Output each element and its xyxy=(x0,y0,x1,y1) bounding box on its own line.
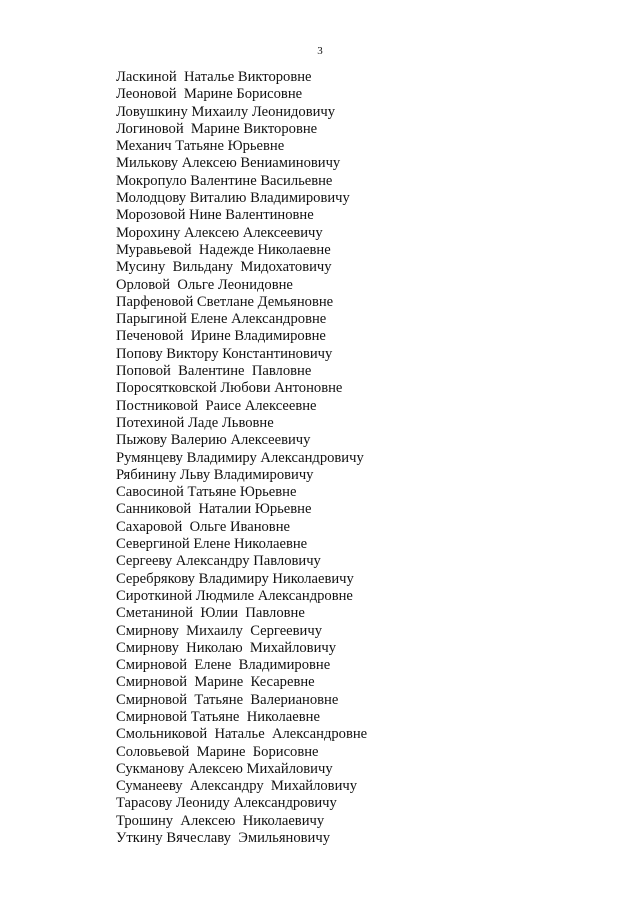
name-list xyxy=(116,69,367,847)
name-list-item: Севергиной Елене Николаевне xyxy=(116,536,308,553)
name-list-item: Морозовой Нине Валентиновне xyxy=(116,207,314,224)
name-list-item: Сергееву Александру Павловичу xyxy=(116,553,321,570)
name-list-item: Тарасову Леониду Александровичу xyxy=(116,795,337,812)
name-list-item: Ловушкину Михаилу Леонидовичу xyxy=(116,103,336,120)
name-list-item: Механич Татьяне Юрьевне xyxy=(116,138,285,155)
name-list-item: Смольниковой Наталье Александровне xyxy=(116,726,368,743)
name-list-item: Постниковой Раисе Алексеевне xyxy=(116,397,317,414)
name-list-item: Попову Виктору Константиновичу xyxy=(116,345,333,362)
name-list-item: Серебрякову Владимиру Николаевичу xyxy=(116,570,354,587)
name-list-item: Сахаровой Ольге Ивановне xyxy=(116,518,290,535)
name-list-item: Ласкиной Наталье Викторовне xyxy=(116,69,312,85)
name-list-item: Милькову Алексею Вениаминовичу xyxy=(116,155,341,172)
name-list-item: Савосиной Татьяне Юрьевне xyxy=(116,484,297,501)
name-list-item: Соловьевой Марине Борисовне xyxy=(116,743,319,760)
name-list-item: Орловой Ольге Леонидовне xyxy=(116,276,293,293)
name-list-item: Смирновой Татьяне Николаевне xyxy=(116,708,320,725)
name-list-item: Логиновой Марине Викторовне xyxy=(116,120,318,137)
name-list-item: Смирнову Николаю Михайловичу xyxy=(116,639,337,656)
name-list-item: Смирновой Марине Кесаревне xyxy=(116,674,315,691)
name-list-item: Суманееву Александру Михайловичу xyxy=(116,778,358,795)
name-list-item: Смирновой Елене Владимировне xyxy=(116,657,331,674)
name-list-item: Морохину Алексею Алексеевичу xyxy=(116,224,323,241)
name-list-item: Парыгиной Елене Александровне xyxy=(116,311,327,328)
name-list-item: Сукманову Алексею Михайловичу xyxy=(116,760,333,777)
name-list-item: Пыжову Валерию Алексеевичу xyxy=(116,432,311,449)
name-list-item: Потехиной Ладе Львовне xyxy=(116,414,274,431)
name-list-item: Поповой Валентине Павловне xyxy=(116,363,312,380)
name-list-item: Мусину Вильдану Мидохатовичу xyxy=(116,259,332,276)
name-list-item: Поросятковской Любови Антоновне xyxy=(116,380,343,397)
name-list-item: Сироткиной Людмиле Александровне xyxy=(116,587,353,604)
name-list-item: Молодцову Виталию Владимировичу xyxy=(116,190,350,207)
name-list-item: Парфеновой Светлане Демьяновне xyxy=(116,293,334,310)
name-list-item: Рябинину Льву Владимировичу xyxy=(116,466,314,483)
name-list-item: Печеновой Ирине Владимировне xyxy=(116,328,326,345)
name-list-item: Смирновой Татьяне Валериановне xyxy=(116,691,339,708)
name-list-item: Смирнову Михаилу Сергеевичу xyxy=(116,622,322,639)
name-list-item: Санниковой Наталии Юрьевне xyxy=(116,501,312,518)
name-list-item: Мокропуло Валентине Васильевне xyxy=(116,172,333,189)
name-list-item: Муравьевой Надежде Николаевне xyxy=(116,241,331,258)
name-list-item: Трошину Алексею Николаевичу xyxy=(116,812,325,829)
page-number: 3 xyxy=(317,45,323,57)
name-list-item: Леоновой Марине Борисовне xyxy=(116,86,303,103)
name-list-item: Уткину Вячеславу Эмильяновичу xyxy=(116,830,330,847)
name-list-item: Румянцеву Владимиру Александровичу xyxy=(116,449,364,466)
name-list-item: Сметаниной Юлии Павловне xyxy=(116,605,305,622)
